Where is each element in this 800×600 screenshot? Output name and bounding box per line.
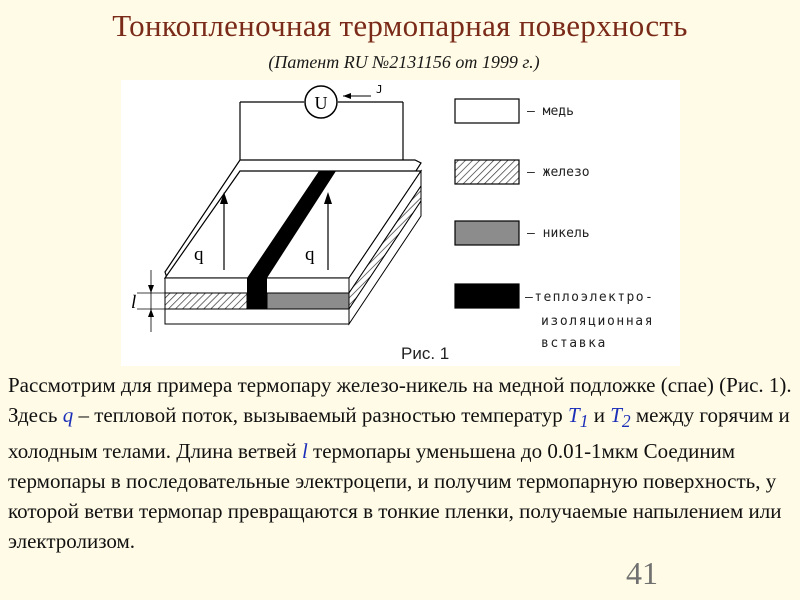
flux-label-left: q (194, 244, 204, 265)
voltmeter (305, 86, 337, 118)
text-run: – тепловой поток, вызываемый разностью температур (73, 403, 568, 427)
legend-swatch-nickel (455, 221, 519, 245)
thermocouple-figure (121, 80, 680, 366)
current-arrow (343, 83, 383, 99)
thickness-label: l (131, 292, 137, 313)
description-paragraph (8, 370, 798, 556)
thickness-dimension (131, 270, 165, 332)
thermocouple-diagram (121, 80, 680, 366)
symbol-q: q (62, 403, 74, 427)
front-iron (165, 293, 247, 309)
front-insert (247, 278, 267, 309)
legend-insert-label-3: вставка (541, 336, 607, 351)
figure-caption: Рис. 1 (401, 344, 450, 363)
legend-swatch-iron (455, 160, 519, 184)
patent-subtitle: (Патент RU №2131156 от 1999 г.) (268, 52, 540, 72)
legend (455, 99, 654, 351)
text-run: и (588, 403, 611, 427)
text-run: между горячим и холодным телами. Длина ветвей (8, 403, 790, 464)
legend-swatch-copper (455, 99, 519, 123)
text-run: Рассмотрим для примера термопару железо-никель на медной подложке (спае) (Рис. 1). Здесь (8, 373, 792, 427)
text-run: термопары уменьшена до 0.01-1мкм Соединим термопары в последовательные электроцепи, и получим термопарную поверхность, у которой ветви термопар превращаются в тонкие пленки, получаемые напылением или электролизом. (8, 439, 782, 554)
legend-insert-label-2: изоляционная (541, 314, 655, 329)
symbol-l: l (301, 439, 308, 464)
legend-iron-label: – железо (527, 165, 590, 180)
front-copper-bottom (165, 309, 349, 324)
current-label: J (376, 83, 383, 96)
symbol-t2: $T_2$ (610, 403, 631, 432)
page-title: Тонкопленочная термопарная поверхность (112, 8, 688, 43)
flux-label-right: q (305, 244, 315, 265)
page-number: 41 (626, 555, 658, 591)
symbol-t1: $T_1$ (568, 403, 589, 432)
front-nickel (267, 293, 349, 309)
legend-copper-label: – медь (527, 104, 574, 119)
legend-swatch-insert (455, 284, 519, 308)
legend-nickel-label: – никель (527, 226, 590, 241)
voltmeter-label: U (314, 93, 328, 113)
legend-insert-label-1: –теплоэлектро- (525, 290, 655, 305)
